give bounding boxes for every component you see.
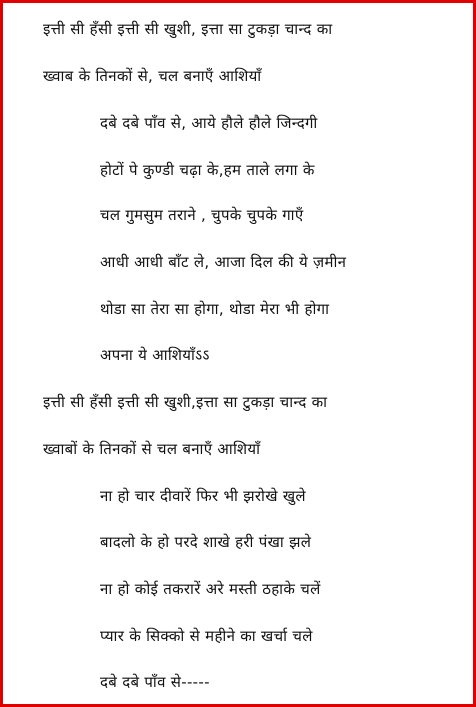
lyric-line-10: ख्वाबों के तिनकों से चल बनाएँ आशियाँ [43, 440, 261, 458]
lyric-line-9: इत्ती सी हँसी इत्ती सी खुशी,इत्ता सा टुकड़ा चान्द का [43, 393, 328, 411]
lyric-line-11: ना हो चार दीवारें फिर भी झरोखे खुले [100, 487, 306, 505]
lyric-line-12: बादलो के हो परदे शाखे हरी पंखा झले [100, 533, 312, 551]
lyric-line-2: ख्वाब के तिनकों से, चल बनाएँ आशियाँ [43, 67, 262, 85]
lyric-line-15: दबे दबे पाँव से----- [100, 673, 210, 691]
page-border-left [0, 0, 3, 707]
lyric-line-7: थोडा सा तेरा सा होगा, थोडा मेरा भी होगा [100, 300, 330, 318]
lyric-line-3: दबे दबे पाँव से, आये हौले हौले जिन्दगी [100, 114, 318, 132]
lyric-line-13: ना हो कोई तकरारें अरे मस्ती ठहाके चलें [100, 580, 321, 598]
lyric-line-5: चल गुमसुम तराने , चुपके चुपके गाएँ [100, 206, 304, 224]
page-border-top [0, 0, 476, 3]
lyric-line-6: आधी आधी बाँट ले, आजा दिल की ये ज़मीन [100, 253, 347, 271]
lyric-line-1: इत्ती सी हँसी इत्ती सी खुशी, इत्ता सा टुकड़ा चान्द का [43, 20, 333, 38]
lyric-line-8: अपना ये आशियाँऽऽ [100, 346, 210, 364]
lyric-line-4: होटों पे कुण्डी चढ़ा के,हम ताले लगा के [100, 161, 315, 179]
lyric-line-14: प्यार के सिक्को से महीने का खर्चा चले [100, 627, 313, 645]
